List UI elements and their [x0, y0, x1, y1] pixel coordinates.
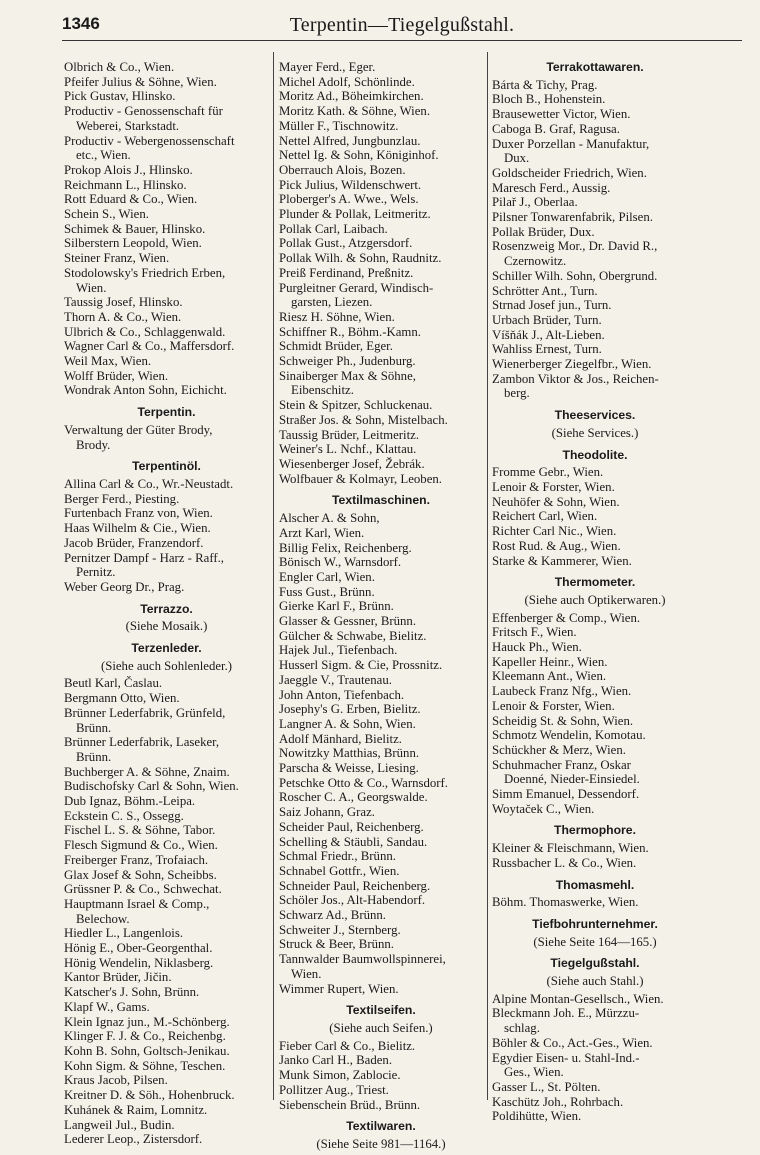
directory-entry: Gülcher & Schwabe, Bielitz.	[279, 628, 427, 643]
directory-entry: Wienerberger Ziegelfbr., Wien.	[492, 357, 652, 372]
entry-continuation: berg.	[504, 386, 530, 401]
entry-continuation: Wien.	[76, 280, 107, 295]
directory-entry: Mayer Ferd., Eger.	[279, 60, 376, 74]
section-heading: Terpentin.	[137, 405, 196, 420]
directory-entry: Hiedler L., Langenlois.	[64, 926, 184, 941]
cross-reference: (Siehe auch Sohlenleder.)	[100, 658, 233, 673]
directory-entry: Silberstern Leopold, Wien.	[64, 236, 202, 251]
directory-entry: Fritsch F., Wien.	[492, 625, 577, 640]
directory-entry: Lederer Leop., Zistersdorf.	[64, 1132, 203, 1147]
directory-entry: Furtenbach Franz von, Wien.	[64, 506, 213, 521]
directory-entry: Parscha & Weisse, Liesing.	[279, 761, 419, 776]
directory-entry: Freiberger Franz, Trofaiach.	[64, 852, 209, 867]
directory-entry: Pollak Brüder, Dux.	[492, 224, 595, 239]
directory-entry: Moritz Ad., Böheimkirchen.	[279, 89, 424, 104]
directory-entry: Egydier Eisen- u. Stahl-Ind.-	[492, 1050, 640, 1065]
directory-entry: Nettel Ig. & Sohn, Königinhof.	[279, 148, 439, 163]
directory-entry: Caboga B. Graf, Ragusa.	[492, 121, 620, 136]
directory-entry: Kohn Sigm. & Söhne, Teschen.	[64, 1058, 226, 1073]
directory-entry: Sinaiberger Max & Söhne,	[279, 368, 416, 383]
directory-entry: Schrötter Ant., Turn.	[492, 283, 598, 298]
directory-entry: Hönig Wendelin, Niklasberg.	[64, 955, 214, 970]
entry-continuation: Ges., Wien.	[504, 1065, 564, 1080]
directory-entry: Zambon Viktor & Jos., Reichen-	[492, 371, 659, 386]
directory-entry: Janko Carl H., Baden.	[279, 1053, 393, 1068]
directory-entry: Langner A. & Sohn, Wien.	[279, 716, 416, 731]
directory-entry: Scheidig St. & Sohn, Wien.	[492, 713, 634, 728]
directory-entry: Budischofsky Carl & Sohn, Wien.	[64, 779, 239, 794]
directory-entry: Maresch Ferd., Aussig.	[492, 180, 611, 195]
directory-entry: Lenoir & Forster, Wien.	[492, 479, 615, 494]
directory-entry: Nettel Alfred, Jungbunzlau.	[279, 133, 421, 148]
directory-entry: Berger Ferd., Piesting.	[64, 491, 180, 506]
directory-entry: Flesch Sigmund & Co., Wien.	[64, 838, 218, 853]
directory-entry: Wolfbauer & Kolmayr, Leoben.	[279, 471, 442, 486]
directory-entry: Pick Gustav, Hlinsko.	[64, 89, 176, 104]
directory-entry: Wagner Carl & Co., Maffersdorf.	[64, 339, 235, 354]
directory-entry: Pick Julius, Wildenschwert.	[279, 177, 422, 192]
entry-continuation: Dux.	[504, 151, 530, 166]
directory-entry: Taussig Josef, Hlinsko.	[64, 295, 183, 310]
entry-continuation: etc., Wien.	[76, 148, 131, 163]
directory-entry: Fromme Gebr., Wien.	[492, 465, 604, 480]
directory-entry: Duxer Porzellan - Manufaktur,	[492, 136, 650, 151]
directory-entry: Strnad Josef jun., Turn.	[492, 298, 612, 313]
entry-continuation: Czernowitz.	[504, 254, 567, 269]
directory-entry: Plunder & Pollak, Leitmeritz.	[279, 207, 431, 222]
directory-entry: Müller F., Tischnowitz.	[279, 118, 399, 133]
directory-entry: Josephy's G. Erben, Bielitz.	[279, 702, 421, 717]
directory-entry: Buchberger A. & Söhne, Znaim.	[64, 764, 230, 779]
directory-entry: Munk Simon, Zablocie.	[279, 1068, 401, 1083]
directory-entry: Rost Rud. & Aug., Wien.	[492, 538, 621, 553]
directory-entry: Urbach Brüder, Turn.	[492, 312, 602, 327]
cross-reference: (Siehe Seite 981—1164.)	[316, 1136, 446, 1151]
section-heading: Terrazzo.	[140, 601, 193, 616]
directory-entry: Kraus Jacob, Pilsen.	[64, 1073, 168, 1088]
directory-entry: Rott Eduard & Co., Wien.	[64, 192, 198, 207]
directory-entry: Glax Josef & Sohn, Scheibbs.	[64, 867, 217, 882]
entry-continuation: Weberei, Starkstadt.	[76, 118, 180, 133]
directory-entry: Pilař J., Oberlaa.	[492, 195, 578, 210]
directory-entry: Beutl Karl, Časlau.	[64, 676, 163, 691]
directory-entry: Pernitzer Dampf - Harz - Raff.,	[64, 550, 225, 565]
cross-reference: (Siehe auch Seifen.)	[329, 1021, 433, 1035]
directory-entry: Productiv - Genossenschaft für	[64, 104, 223, 119]
directory-entry: Haas Wilhelm & Cie., Wien.	[64, 521, 211, 536]
directory-entry: Schneider Paul, Reichenberg.	[279, 878, 431, 893]
directory-entry: Stein & Spitzer, Schluckenau.	[279, 398, 433, 413]
directory-entry: Böhm. Thomaswerke, Wien.	[492, 895, 639, 910]
section-heading: Thermometer.	[554, 575, 636, 590]
directory-entry: Eckstein C. S., Ossegg.	[64, 808, 184, 823]
directory-entry: Fieber Carl & Co., Bielitz.	[279, 1038, 416, 1053]
directory-entry: Kleiner & Fleischmann, Wien.	[492, 841, 649, 856]
page-header	[62, 14, 742, 41]
directory-entry: Arzt Karl, Wien.	[279, 525, 365, 540]
directory-entry: Weber Georg Dr., Prag.	[64, 579, 185, 594]
directory-entry: Fischel L. S. & Söhne, Tabor.	[64, 823, 216, 838]
directory-entry: Moritz Kath. & Söhne, Wien.	[279, 104, 431, 119]
directory-entry: Poldihütte, Wien.	[492, 1109, 582, 1124]
directory-entry: Struck & Beer, Brünn.	[279, 937, 394, 952]
section-heading: Textilmaschinen.	[332, 493, 430, 508]
directory-entry: Bárta & Tichy, Prag.	[492, 77, 598, 92]
directory-entry: Klein Ignaz jun., M.-Schönberg.	[64, 1014, 230, 1029]
directory-entry: Adolf Mänhard, Bielitz.	[279, 731, 402, 746]
directory-entry: Gasser L., St. Pölten.	[492, 1080, 601, 1094]
directory-entry: Husserl Sigm. & Cie, Prossnitz.	[279, 658, 443, 673]
directory-entry: Böhler & Co., Act.-Ges., Wien.	[492, 1035, 653, 1050]
entry-continuation: Eibenschitz.	[291, 383, 354, 398]
directory-entry: Schöler Jos., Alt-Habendorf.	[279, 893, 426, 908]
directory-entry: Reichert Carl, Wien.	[492, 509, 598, 524]
directory-entry: Straßer Jos. & Sohn, Mistelbach.	[279, 412, 448, 427]
section-heading: Thermophore.	[554, 823, 636, 838]
directory-entry: Kreitner D. & Söh., Hohenbruck.	[64, 1088, 235, 1103]
directory-entry: Kleemann Ant., Wien.	[492, 669, 607, 684]
directory-entry: Schweiger Ph., Judenburg.	[279, 354, 416, 369]
directory-entry: Prokop Alois J., Hlinsko.	[64, 162, 193, 177]
directory-entry: Pollitzer Aug., Triest.	[279, 1082, 389, 1097]
page-number: 1346	[62, 14, 100, 33]
directory-entry: Hajek Jul., Tiefenbach.	[279, 643, 398, 658]
section-heading: Tiefbohrunternehmer.	[532, 916, 658, 931]
directory-entry: Alpine Montan-Gesellsch., Wien.	[492, 991, 664, 1006]
directory-entry: Pfeifer Julius & Söhne, Wien.	[64, 74, 217, 89]
directory-entry: Kohn B. Sohn, Goltsch-Jenikau.	[64, 1044, 230, 1058]
directory-entry: Jaeggle V., Trautenau.	[279, 672, 392, 687]
directory-entry: Wondrak Anton Sohn, Eichicht.	[64, 383, 227, 398]
directory-entry: Schimek & Bauer, Hlinsko.	[64, 221, 206, 236]
directory-entry: Brünner Lederfabrik, Laseker,	[64, 735, 220, 750]
entry-continuation: Brünn.	[76, 749, 112, 764]
directory-entry: Productiv - Webergenossenschaft	[64, 133, 235, 148]
directory-entry: Tannwalder Baumwollspinnerei,	[279, 952, 446, 967]
entry-continuation: Brody.	[76, 437, 111, 452]
directory-entry: Pilsner Tonwarenfabrik, Pilsen.	[492, 210, 653, 225]
directory-entry: Bloch B., Hohenstein.	[492, 92, 606, 107]
entry-continuation: garsten, Liezen.	[291, 295, 373, 310]
directory-entry: Ploberger's A. Wwe., Wels.	[279, 192, 419, 207]
directory-entry: Wiesenberger Josef, Žebrák.	[279, 456, 425, 471]
column-divider	[487, 52, 488, 1100]
directory-entry: Neuhöfer & Sohn, Wien.	[492, 494, 620, 509]
directory-entry: Starke & Kammerer, Wien.	[492, 553, 632, 568]
directory-entry: Schiffner R., Böhm.-Kamn.	[279, 324, 421, 339]
section-heading: Terpentinöl.	[132, 459, 201, 474]
column-divider	[273, 52, 274, 1100]
directory-entry: Steiner Franz, Wien.	[64, 251, 170, 266]
directory-entry: Riesz H. Söhne, Wien.	[279, 309, 395, 324]
directory-entry: Hauptmann Israel & Comp.,	[64, 896, 210, 911]
directory-entry: Rosenzweig Mor., Dr. David R.,	[492, 239, 658, 254]
directory-entry: Schein S., Wien.	[64, 207, 149, 222]
cross-reference: (Siehe Seite 164—165.)	[533, 934, 657, 949]
directory-entry: Saiz Johann, Graz.	[279, 805, 375, 820]
directory-entry: Siebenschein Brüd., Brünn.	[279, 1097, 421, 1112]
directory-entry: Pollak Wilh. & Sohn, Raudnitz.	[279, 251, 442, 266]
directory-entry: Pollak Carl, Laibach.	[279, 221, 388, 236]
directory-entry: Verwaltung der Güter Brody,	[64, 422, 213, 437]
directory-entry: Nowitzky Matthias, Brünn.	[279, 746, 420, 761]
directory-entry: Engler Carl, Wien.	[279, 569, 375, 584]
directory-entry: Russbacher L. & Co., Wien.	[492, 855, 637, 870]
directory-entry: Schiller Wilh. Sohn, Obergrund.	[492, 268, 658, 283]
directory-entry: Schnabel Gottfr., Wien.	[279, 863, 400, 878]
directory-entry: Weil Max, Wien.	[64, 354, 152, 369]
entry-continuation: Doenné, Nieder-Einsiedel.	[504, 772, 640, 787]
directory-entry: Víšňák J., Alt-Lieben.	[492, 327, 605, 342]
entry-continuation: Pernitz.	[76, 565, 116, 580]
section-heading: Thomasmehl.	[555, 877, 635, 892]
column-middle	[279, 60, 483, 1155]
directory-entry: Brausewetter Victor, Wien.	[492, 107, 631, 122]
directory-entry: Schmidt Brüder, Eger.	[279, 339, 393, 354]
directory-entry: Schückher & Merz, Wien.	[492, 742, 626, 757]
directory-entry: Langweil Jul., Budin.	[64, 1117, 175, 1132]
section-heading: Terzenleder.	[131, 641, 202, 656]
directory-entry: Katscher's J. Sohn, Brünn.	[64, 985, 200, 1000]
directory-entry: Schelling & Stäubli, Sandau.	[279, 834, 428, 849]
section-heading: Theeservices.	[554, 408, 636, 423]
directory-entry: Scheider Paul, Reichenberg.	[279, 819, 424, 834]
directory-entry: Klinger F. J. & Co., Reichenbg.	[64, 1029, 226, 1044]
directory-entry: Dub Ignaz, Böhm.-Leipa.	[64, 794, 196, 809]
directory-entry: Roscher C. A., Georgswalde.	[279, 790, 428, 805]
directory-entry: Billig Felix, Reichenberg.	[279, 540, 412, 555]
directory-entry: Kuhánek & Raim, Lomnitz.	[64, 1102, 208, 1117]
directory-entry: Fuss Gust., Brünn.	[279, 584, 375, 599]
cross-reference: (Siehe Services.)	[551, 425, 639, 440]
cross-reference: (Siehe Mosaik.)	[125, 619, 208, 634]
directory-entry: Preiß Ferdinand, Preßnitz.	[279, 265, 414, 280]
directory-entry: Thorn A. & Co., Wien.	[64, 309, 182, 324]
directory-entry: Lenoir & Forster, Wien.	[492, 698, 615, 713]
directory-entry: Alscher A. & Sohn,	[279, 511, 380, 526]
directory-entry: Reichmann L., Hlinsko.	[64, 177, 187, 192]
directory-entry: Brünner Lederfabrik, Grünfeld,	[64, 705, 226, 720]
directory-entry: Schweiter J., Sternberg.	[279, 922, 401, 937]
directory-entry: Olbrich & Co., Wien.	[64, 60, 175, 74]
section-heading: Textilwaren.	[346, 1119, 416, 1134]
directory-entry: Oberrauch Alois, Bozen.	[279, 162, 406, 177]
directory-entry: Bleckmann Joh. E., Mürzzu-	[492, 1006, 640, 1021]
directory-entry: Simm Emanuel, Dessendorf.	[492, 787, 640, 802]
section-heading: Textilseifen.	[346, 1003, 416, 1018]
running-title: Terpentin—Tiegelgußstahl.	[289, 14, 515, 36]
directory-entry: Effenberger & Comp., Wien.	[492, 610, 641, 625]
directory-entry: Schuhmacher Franz, Oskar	[492, 757, 631, 772]
cross-reference: (Siehe auch Stahl.)	[546, 974, 644, 989]
directory-entry: Purgleitner Gerard, Windisch-	[279, 280, 434, 295]
directory-entry: Wolff Brüder, Wien.	[64, 368, 169, 383]
directory-entry: Hauck Ph., Wien.	[492, 640, 582, 655]
directory-entry: Kapeller Heinr., Wien.	[492, 654, 608, 669]
directory-entry: Allina Carl & Co., Wr.-Neustadt.	[64, 476, 234, 491]
directory-entry: Schmal Friedr., Brünn.	[279, 849, 396, 864]
directory-entry: Glasser & Gessner, Brünn.	[279, 614, 417, 629]
directory-entry: Petschke Otto & Co., Warnsdorf.	[279, 775, 448, 790]
cross-reference: (Siehe auch Optikerwaren.)	[524, 592, 666, 607]
directory-entry: Kantor Brüder, Jičin.	[64, 970, 172, 985]
column-right	[492, 60, 698, 1124]
entry-continuation: schlag.	[504, 1021, 540, 1036]
directory-entry: Bönisch W., Warnsdorf.	[279, 555, 402, 570]
directory-entry: Hönig E., Ober-Georgenthal.	[64, 941, 213, 956]
directory-entry: Goldscheider Friedrich, Wien.	[492, 165, 647, 180]
section-heading: Terrakottawaren.	[546, 60, 644, 74]
directory-entry: Wahliss Ernest, Turn.	[492, 342, 602, 357]
directory-entry: Taussig Brüder, Leitmeritz.	[279, 427, 420, 442]
directory-entry: Schwarz Ad., Brünn.	[279, 908, 386, 923]
directory-entry: Gierke Karl F., Brünn.	[279, 599, 394, 614]
section-heading: Tiegelgußstahl.	[550, 956, 640, 971]
column-left	[64, 60, 269, 1147]
directory-entry: Stodolowsky's Friedrich Erben,	[64, 265, 226, 280]
directory-entry: Ulbrich & Co., Schlaggenwald.	[64, 324, 226, 339]
entry-continuation: Brünn.	[76, 720, 112, 735]
entry-continuation: Wien.	[291, 966, 322, 981]
directory-entry: Bergmann Otto, Wien.	[64, 691, 180, 706]
directory-entry: Richter Carl Nic., Wien.	[492, 524, 617, 539]
directory-entry: Weiner's L. Nchf., Klattau.	[279, 442, 417, 457]
directory-entry: Jacob Brüder, Franzendorf.	[64, 535, 204, 550]
section-heading: Theodolite.	[562, 447, 628, 462]
directory-entry: Kaschütz Joh., Rohrbach.	[492, 1094, 624, 1109]
directory-entry: John Anton, Tiefenbach.	[279, 687, 405, 702]
directory-entry: Wimmer Rupert, Wien.	[279, 981, 399, 996]
directory-entry: Michel Adolf, Schönlinde.	[279, 74, 415, 89]
directory-entry: Klapf W., Gams.	[64, 999, 150, 1014]
directory-entry: Schmotz Wendelin, Komotau.	[492, 728, 646, 743]
directory-entry: Woytaček C., Wien.	[492, 801, 595, 816]
directory-entry: Pollak Gust., Atzgersdorf.	[279, 236, 413, 251]
directory-entry: Grüssner P. & Co., Schwechat.	[64, 882, 222, 897]
entry-continuation: Belechow.	[76, 911, 130, 926]
directory-entry: Laubeck Franz Nfg., Wien.	[492, 684, 632, 699]
